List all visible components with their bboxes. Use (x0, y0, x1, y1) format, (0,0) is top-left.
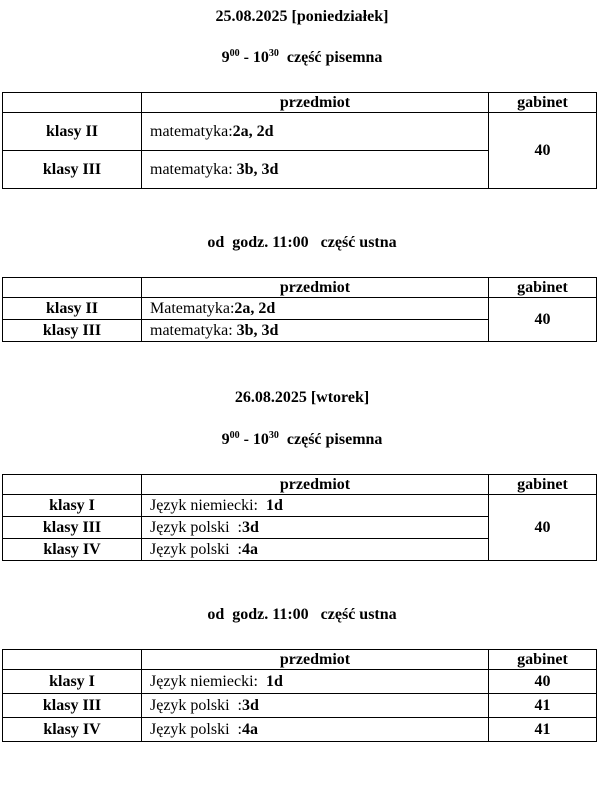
day1-written-time-heading (0, 48, 604, 68)
time-end-hour: 10 (252, 49, 269, 66)
subject-text: Język niemiecki: (150, 496, 266, 514)
day2-written-time-heading (0, 430, 604, 450)
session-label: część pisemna (278, 431, 383, 448)
day2-written-table (2, 474, 597, 561)
subject-cell (142, 670, 489, 694)
day2-date-heading: 26.08.2025 [wtorek] (234, 389, 370, 406)
subject-groups: 2a, 2d (232, 122, 274, 140)
header-subject: przedmiot (142, 93, 489, 113)
subject-cell (142, 113, 489, 151)
class-cell: klasy III (3, 151, 142, 189)
subject-cell (142, 495, 489, 517)
subject-groups: 3b, 3d (236, 321, 279, 339)
time-separator: - (239, 49, 253, 66)
class-cell: klasy II (3, 298, 142, 320)
header-subject: przedmiot (142, 650, 489, 670)
subject-cell (142, 320, 489, 342)
room-cell: 40 (489, 298, 597, 342)
subject-text: Język polski : (150, 540, 242, 558)
subject-groups: 3d (242, 696, 259, 714)
time-start-minutes: 00 (229, 48, 240, 59)
subject-text: Język polski : (150, 518, 242, 536)
header-room: gabinet (489, 278, 597, 298)
table-row (3, 113, 597, 151)
room-cell: 41 (489, 718, 597, 742)
class-cell: klasy III (3, 517, 142, 539)
class-cell: klasy II (3, 113, 142, 151)
subject-groups: 1d (265, 672, 283, 690)
subject-groups: 3d (242, 518, 259, 536)
table-row (3, 694, 597, 718)
time-end-minutes: 30 (268, 430, 279, 441)
header-subject: przedmiot (142, 475, 489, 495)
header-class (3, 650, 142, 670)
class-cell: klasy III (3, 320, 142, 342)
time-end-hour: 10 (252, 431, 269, 448)
day1-oral-heading: od godz. 11:00 część ustna (207, 234, 397, 251)
table-row (3, 718, 597, 742)
room-cell: 41 (489, 694, 597, 718)
subject-cell (142, 298, 489, 320)
table-row (3, 670, 597, 694)
header-class (3, 93, 142, 113)
room-cell: 40 (489, 670, 597, 694)
subject-text: Matematyka: (150, 299, 235, 317)
header-room: gabinet (489, 475, 597, 495)
subject-text: matematyka: (150, 321, 237, 339)
header-class (3, 278, 142, 298)
subject-groups: 4a (242, 720, 258, 738)
subject-text: matematyka: (150, 160, 237, 178)
room-cell: 40 (489, 113, 597, 189)
time-separator: - (239, 431, 253, 448)
table-header-row (3, 93, 597, 113)
table-row (3, 298, 597, 320)
table-header-row (3, 278, 597, 298)
subject-text: Język polski : (150, 720, 242, 738)
table-header-row (3, 475, 597, 495)
header-subject: przedmiot (142, 278, 489, 298)
table-header-row (3, 650, 597, 670)
room-cell: 40 (489, 495, 597, 561)
class-cell: klasy IV (3, 539, 142, 561)
subject-text: matematyka: (150, 122, 233, 140)
day1-date-heading: 25.08.2025 [poniedziałek] (215, 8, 389, 25)
time-start-minutes: 00 (229, 430, 240, 441)
subject-groups: 2a, 2d (234, 299, 276, 317)
time-start-hour: 9 (221, 49, 230, 66)
subject-groups: 3b, 3d (236, 160, 279, 178)
class-cell: klasy I (3, 495, 142, 517)
day2-oral-heading: od godz. 11:00 część ustna (207, 606, 397, 623)
header-room: gabinet (489, 650, 597, 670)
day1-written-table (2, 92, 597, 189)
day1-oral-table (2, 277, 597, 342)
time-end-minutes: 30 (268, 48, 279, 59)
subject-cell (142, 718, 489, 742)
day2-oral-table (2, 649, 597, 742)
class-cell: klasy III (3, 694, 142, 718)
subject-groups: 1d (265, 496, 283, 514)
subject-cell (142, 151, 489, 189)
subject-cell (142, 539, 489, 561)
subject-groups: 4a (242, 540, 258, 558)
subject-cell (142, 517, 489, 539)
time-start-hour: 9 (221, 431, 230, 448)
subject-text: Język polski : (150, 696, 242, 714)
session-label: część pisemna (278, 49, 383, 66)
header-class (3, 475, 142, 495)
class-cell: klasy IV (3, 718, 142, 742)
subject-cell (142, 694, 489, 718)
table-row (3, 495, 597, 517)
subject-text: Język niemiecki: (150, 672, 266, 690)
header-room: gabinet (489, 93, 597, 113)
class-cell: klasy I (3, 670, 142, 694)
